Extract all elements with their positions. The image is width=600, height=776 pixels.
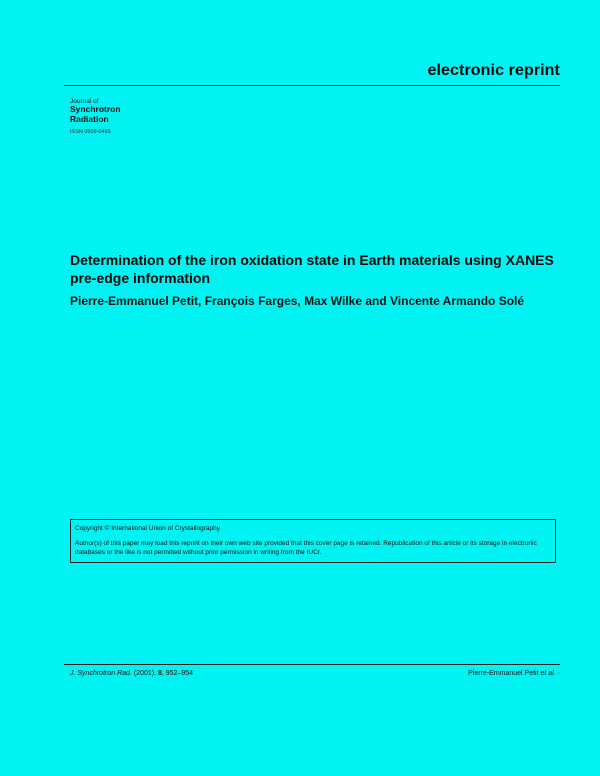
footer-et-al: et al. <box>540 670 556 677</box>
footer-volume: 8 <box>157 670 162 677</box>
copyright-notice-box <box>70 519 556 563</box>
journal-name-line1: Synchrotron <box>70 104 121 115</box>
footer-citation <box>70 670 193 677</box>
journal-block <box>70 98 121 135</box>
issn-label: ISSN 0909-0495 <box>70 129 111 135</box>
footer-bullet: · <box>557 670 560 677</box>
footer-divider <box>64 664 560 665</box>
journal-of-label: Journal of <box>70 98 99 105</box>
footer-pages: , 952–954 <box>161 670 194 677</box>
electronic-reprint-label: electronic reprint <box>427 62 560 79</box>
footer-journal-abbrev: J. Synchrotron Rad. <box>70 670 132 677</box>
header-divider <box>64 85 560 86</box>
article-authors: Pierre-Emmanuel Petit, François Farges, Max Wilke and Vincente Armando Solé <box>70 294 525 308</box>
journal-name-line2: Radiation <box>70 114 109 125</box>
copyright-text: Author(s) of this paper may load this reprint on their own web site provided that this cover page is retained. Republication of this article or its storage in electronic databases or the like is not permitted without prior permission in writing from the IUCr. <box>75 540 537 556</box>
article-title: Determination of the iron oxidation state in Earth materials using XANES pre-edge information <box>70 252 554 286</box>
footer-year: (2001). <box>133 670 157 677</box>
footer-author: Pierre-Emmanuel Petit <box>468 670 539 677</box>
footer-author-credit <box>468 670 560 677</box>
copyright-line: Copyright © International Union of Crystallography <box>75 525 220 532</box>
